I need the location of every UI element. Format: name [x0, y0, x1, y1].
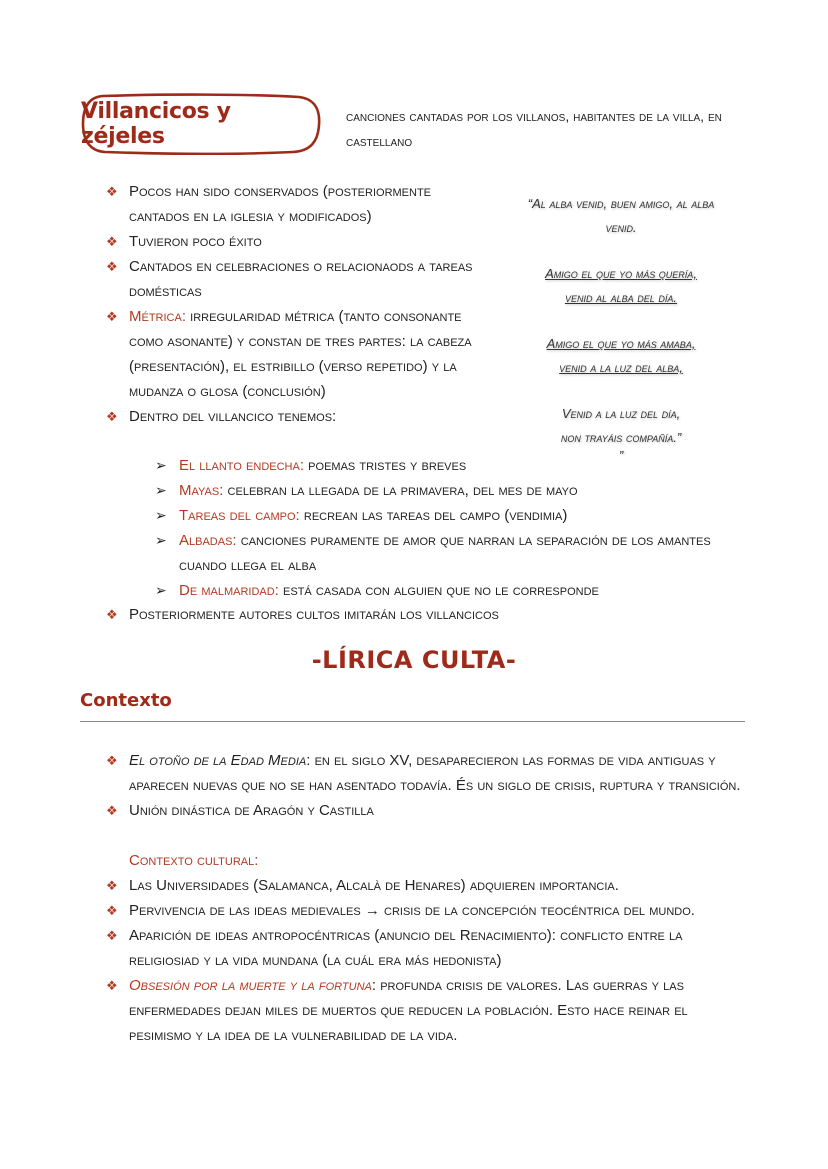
list-item: ➢ El llanto endecha: poemas tristes y breves — [179, 453, 739, 478]
heading-divider — [80, 721, 745, 722]
list-item: ❖ Dentro del villancico tenemos: — [129, 404, 489, 429]
arrow-bullet-icon: ➢ — [155, 582, 167, 598]
list-item: ❖ Métrica: irregularidad métrica (tanto consonante como asonante) y constan de tres partes: la cabeza (presentación), el estribillo (verso repetido) y la mudanza o glosa (conclusión) — [129, 304, 489, 404]
villancicos-list — [106, 179, 489, 429]
diamond-bullet-icon: ❖ — [106, 753, 118, 768]
diamond-bullet-icon: ❖ — [106, 903, 118, 918]
list-item: ❖ Las Universidades (Salamanca, Alcalà de Henares) adquieren importancia. — [129, 873, 747, 898]
list-item: ➢ Mayas: celebran la llegada de la primavera, del mes de mayo — [179, 478, 739, 503]
diamond-bullet-icon: ❖ — [106, 184, 118, 199]
arrow-bullet-icon: ➢ — [155, 457, 167, 473]
header-subtitle: canciones cantadas por los villanos, habitantes de la villa, en castellano — [346, 108, 722, 149]
list-item: ❖ Pervivencia de las ideas medievales → crisis de la concepción teocéntrica del mundo. — [129, 898, 747, 923]
diamond-bullet-icon: ❖ — [106, 878, 118, 893]
diamond-bullet-icon: ❖ — [106, 928, 118, 943]
list-item: ❖ Unión dinástica de Aragón y Castilla — [129, 798, 747, 823]
poem-stanza: Venid a la luz del día, non trayáis compañía.” ” — [560, 406, 682, 463]
badge-title: Villancicos y zéjeles — [81, 99, 231, 149]
list-item: ❖ Pocos han sido conservados (posteriormente cantados en la iglesia y modificados) — [129, 179, 489, 229]
arrow-bullet-icon: ➢ — [155, 482, 167, 498]
context-list — [106, 748, 747, 823]
villancicos-list-end — [106, 602, 729, 627]
arrow-bullet-icon: ➢ — [155, 507, 167, 523]
list-item: ❖ El otoño de la Edad Media: en el siglo XV, desaparecieron las formas de vida antiguas y aparecen nuevas que no se han asentado todavía. És un siglo de crisis, ruptura y transición. — [129, 748, 747, 798]
diamond-bullet-icon: ❖ — [106, 409, 118, 424]
poem-stanza: Amigo el que yo más amaba, venid a la luz del alba, — [546, 336, 696, 375]
title-badge — [81, 93, 321, 155]
cultural-list — [106, 873, 747, 1048]
diamond-bullet-icon: ❖ — [106, 803, 118, 818]
diamond-bullet-icon: ❖ — [106, 978, 118, 993]
poem-stanza: Amigo el que yo más quería, venid al alba del día. — [545, 266, 697, 305]
list-item: ❖ Tuvieron poco éxito — [129, 229, 489, 254]
list-item: ➢ Tareas del campo: recrean las tareas del campo (vendimia) — [179, 503, 739, 528]
list-item: ❖ Aparición de ideas antropocéntricas (anuncio del Renacimiento): conflicto entre la religiosiad y la vida mundana (la cuál era más hedonista) — [129, 923, 747, 973]
diamond-bullet-icon: ❖ — [106, 607, 118, 622]
section-title: -LÍRICA CULTA- — [311, 646, 517, 674]
context-heading: Contexto — [80, 690, 172, 711]
diamond-bullet-icon: ❖ — [106, 234, 118, 249]
villancico-types-list — [155, 453, 739, 603]
list-item: ❖ Cantados en celebraciones o relacionaods a tareas domésticas — [129, 254, 489, 304]
arrow-bullet-icon: ➢ — [155, 532, 167, 548]
poem-stanza: “Al alba venid, buen amigo, al alba venid. — [527, 196, 715, 235]
diamond-bullet-icon: ❖ — [106, 259, 118, 274]
diamond-bullet-icon: ❖ — [106, 309, 118, 324]
list-item: ❖ Posteriormente autores cultos imitarán los villancicos — [129, 602, 729, 627]
metrica-label: Métrica: — [129, 308, 186, 325]
list-item: ❖ Obsesión por la muerte y la fortuna: profunda crisis de valores. Las guerras y las enfermedades dejan miles de muertos que reducen la población. Esto hace reinar el pesimismo y la idea de la vulnerabilidad de la vida. — [129, 973, 747, 1048]
poem-quote — [515, 192, 727, 462]
list-item: ➢ Albadas: canciones puramente de amor que narran la separación de los amantes cuando llega el alba — [179, 528, 739, 578]
cultural-context-label: Contexto cultural: — [129, 852, 259, 869]
list-item: ➢ De malmaridad: está casada con alguien que no le corresponde — [179, 578, 739, 603]
